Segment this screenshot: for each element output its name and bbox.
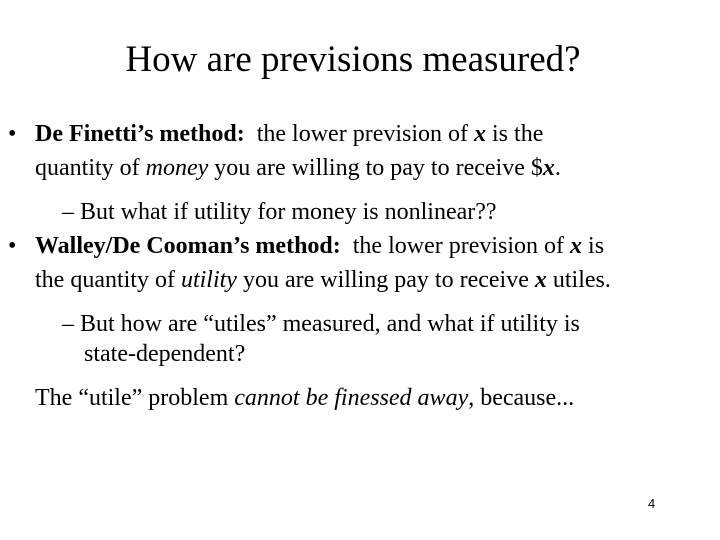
closing-text: , because... [468,385,575,411]
slide-title: How are previsions measured? [125,39,581,80]
variable-x: x [542,155,555,181]
bullet2-text: utiles. [546,267,611,293]
bullet1-text: . [554,155,561,181]
bullet1-text: is the [486,121,544,147]
bullet1-subpoint: – But what if utility for money is nonlinear?? [62,199,497,225]
money-emphasis: money [145,155,209,181]
bullet2-text: the quantity of [35,267,181,293]
closing-line [35,384,574,412]
variable-x: x [474,121,487,147]
bullet2-line1-text [35,232,604,260]
bullet2-subpoint-line1: – But how are “utiles” measured, and what if utility is [62,311,580,337]
bullet-marker: • [8,233,17,259]
utility-emphasis: utility [180,267,237,293]
bullet2-text: is [582,233,605,259]
bullet1-text: you are willing to pay to receive $ [208,155,543,181]
closing-text: The “utile” problem [35,385,235,411]
definetti-method-label: De Finetti’s method: [35,121,245,147]
bullet2-line2 [35,266,611,294]
bullet1-line1-text [35,120,543,148]
closing-emphasis: cannot be finessed away [234,385,469,411]
bullet1-line2 [35,154,561,182]
bullet1-text: the lower prevision of [244,121,475,147]
bullet-marker: • [8,121,17,147]
bullet2-text: you are willing pay to receive [236,267,535,293]
variable-x: x [534,267,547,293]
walley-decooman-method-label: Walley/De Cooman’s method: [35,233,341,259]
variable-x: x [570,233,583,259]
bullet2-subpoint-line2: state-dependent? [84,341,246,367]
bullet2-text: the lower prevision of [340,233,571,259]
page-number: 4 [648,496,656,511]
bullet1-text: quantity of [35,155,146,181]
